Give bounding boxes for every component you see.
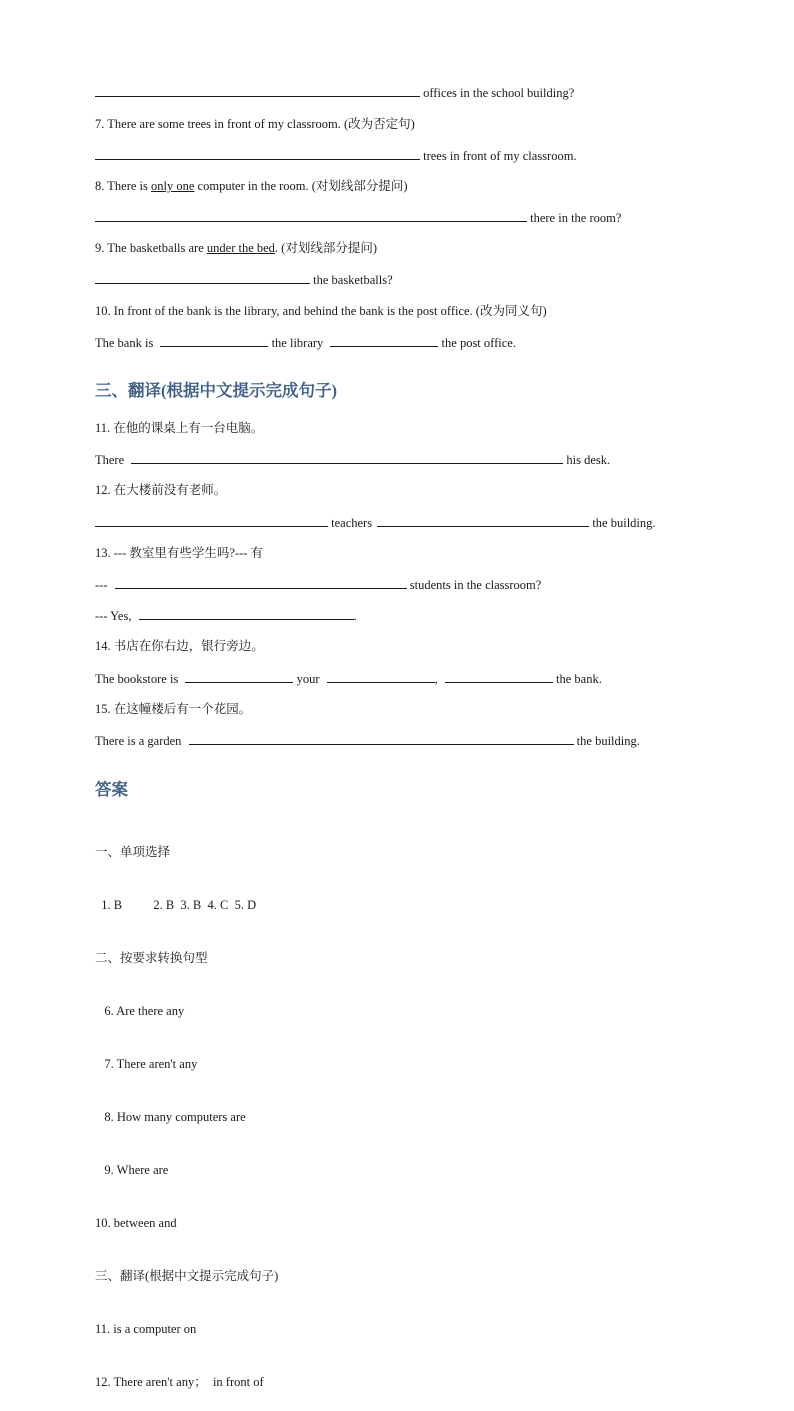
q9-prefix: 9. The basketballs are (95, 241, 207, 255)
answers-list (95, 812, 278, 1411)
answer-blank[interactable] (139, 607, 354, 620)
answer-blank[interactable] (95, 84, 420, 97)
answer-blank[interactable] (95, 271, 310, 284)
q14-answer-line (95, 670, 602, 687)
q14-question: 14. 书店在你右边，银行旁边。 (95, 639, 264, 653)
q8-suffix: computer in the room. (对划线部分提问) (194, 179, 408, 193)
q15-end: the building. (576, 734, 640, 748)
q9-underlined: under the bed (206, 241, 275, 255)
answer-line: 9. Where are (95, 1163, 169, 1177)
section3-title: 三、翻译(根据中文提示完成句子) (95, 381, 337, 400)
answers-title: 答案 (95, 780, 128, 799)
q8-answer-line (95, 209, 621, 226)
q8-prefix: 8. There is (95, 179, 152, 193)
answer-blank[interactable] (185, 670, 293, 683)
q10-end: the post office. (441, 336, 516, 350)
answer-line: 10. between and (95, 1216, 177, 1230)
answer-blank[interactable] (160, 334, 268, 347)
q11-start: There (95, 453, 125, 467)
q9-question (95, 240, 377, 256)
q9-suffix: . (对划线部分提问) (274, 241, 377, 255)
q10-start: The bank is (95, 336, 154, 350)
q11-end: his desk. (566, 453, 611, 467)
answer-line: 12. There aren't any； in front of (95, 1375, 264, 1389)
answer-line: 8. How many computers are (95, 1110, 246, 1124)
answer-line: 6. Are there any (95, 1004, 185, 1018)
q13-question: 13. --- 教室里有些学生吗?--- 有 (95, 546, 264, 560)
answer-line: 二、按要求转换句型 (95, 951, 208, 965)
q6-tail: offices in the school building? (423, 86, 575, 100)
q7-tail: trees in front of my classroom. (423, 149, 577, 163)
q8-question (95, 178, 408, 194)
answer-line: 三、翻译(根据中文提示完成句子) (95, 1269, 279, 1283)
q13-period: . (353, 609, 357, 623)
q14-comma: , (434, 672, 438, 686)
answer-blank[interactable] (95, 514, 328, 527)
answer-blank[interactable] (115, 576, 407, 589)
q9-tail: the basketballs? (313, 273, 393, 287)
q12-answer-line (95, 514, 656, 531)
answer-line: 7. There aren't any (95, 1057, 198, 1071)
q14-end: the bank. (556, 672, 602, 686)
q10-answer-line (95, 334, 516, 351)
q10-mid: the library (271, 336, 324, 350)
q14-mid: your (296, 672, 320, 686)
q11-answer-line (95, 451, 610, 468)
q14-start: The bookstore is (95, 672, 179, 686)
answer-blank[interactable] (377, 514, 589, 527)
answer-blank[interactable] (95, 209, 527, 222)
answer-line: 11. is a computer on (95, 1322, 197, 1336)
q13-dash: --- (95, 578, 108, 592)
q12-end: the building. (592, 516, 656, 530)
answer-line: 1. B 2. B 3. B 4. C 5. D (95, 898, 257, 912)
answer-blank[interactable] (189, 732, 574, 745)
q9-answer-line (95, 271, 393, 288)
q12-question: 12. 在大楼前没有老师。 (95, 483, 227, 497)
q12-mid: teachers (331, 516, 373, 530)
answer-blank[interactable] (445, 670, 553, 683)
q13-yes: --- Yes, (95, 609, 132, 623)
q15-answer-line (95, 732, 640, 749)
q7-answer-line (95, 147, 577, 164)
answer-line: 一、单项选择 (95, 845, 171, 859)
q6-answer-line (95, 84, 574, 101)
answer-blank[interactable] (95, 147, 420, 160)
answer-blank[interactable] (327, 670, 435, 683)
q13-end-1: students in the classroom? (409, 578, 542, 592)
q15-question: 15. 在这幢楼后有一个花园。 (95, 702, 252, 716)
answer-blank[interactable] (330, 334, 438, 347)
q15-start: There is a garden (95, 734, 182, 748)
q7-question: 7. There are some trees in front of my classroom. (改为否定句) (95, 117, 415, 131)
q13-answer-line-2 (95, 607, 357, 624)
answer-blank[interactable] (131, 451, 563, 464)
q8-tail: there in the room? (530, 211, 622, 225)
q10-question: 10. In front of the bank is the library, and behind the bank is the post office. (改为同义句) (95, 304, 547, 318)
q8-underlined: only one (151, 179, 195, 193)
q13-answer-line-1 (95, 576, 541, 593)
q11-question: 11. 在他的课桌上有一台电脑。 (95, 421, 264, 435)
